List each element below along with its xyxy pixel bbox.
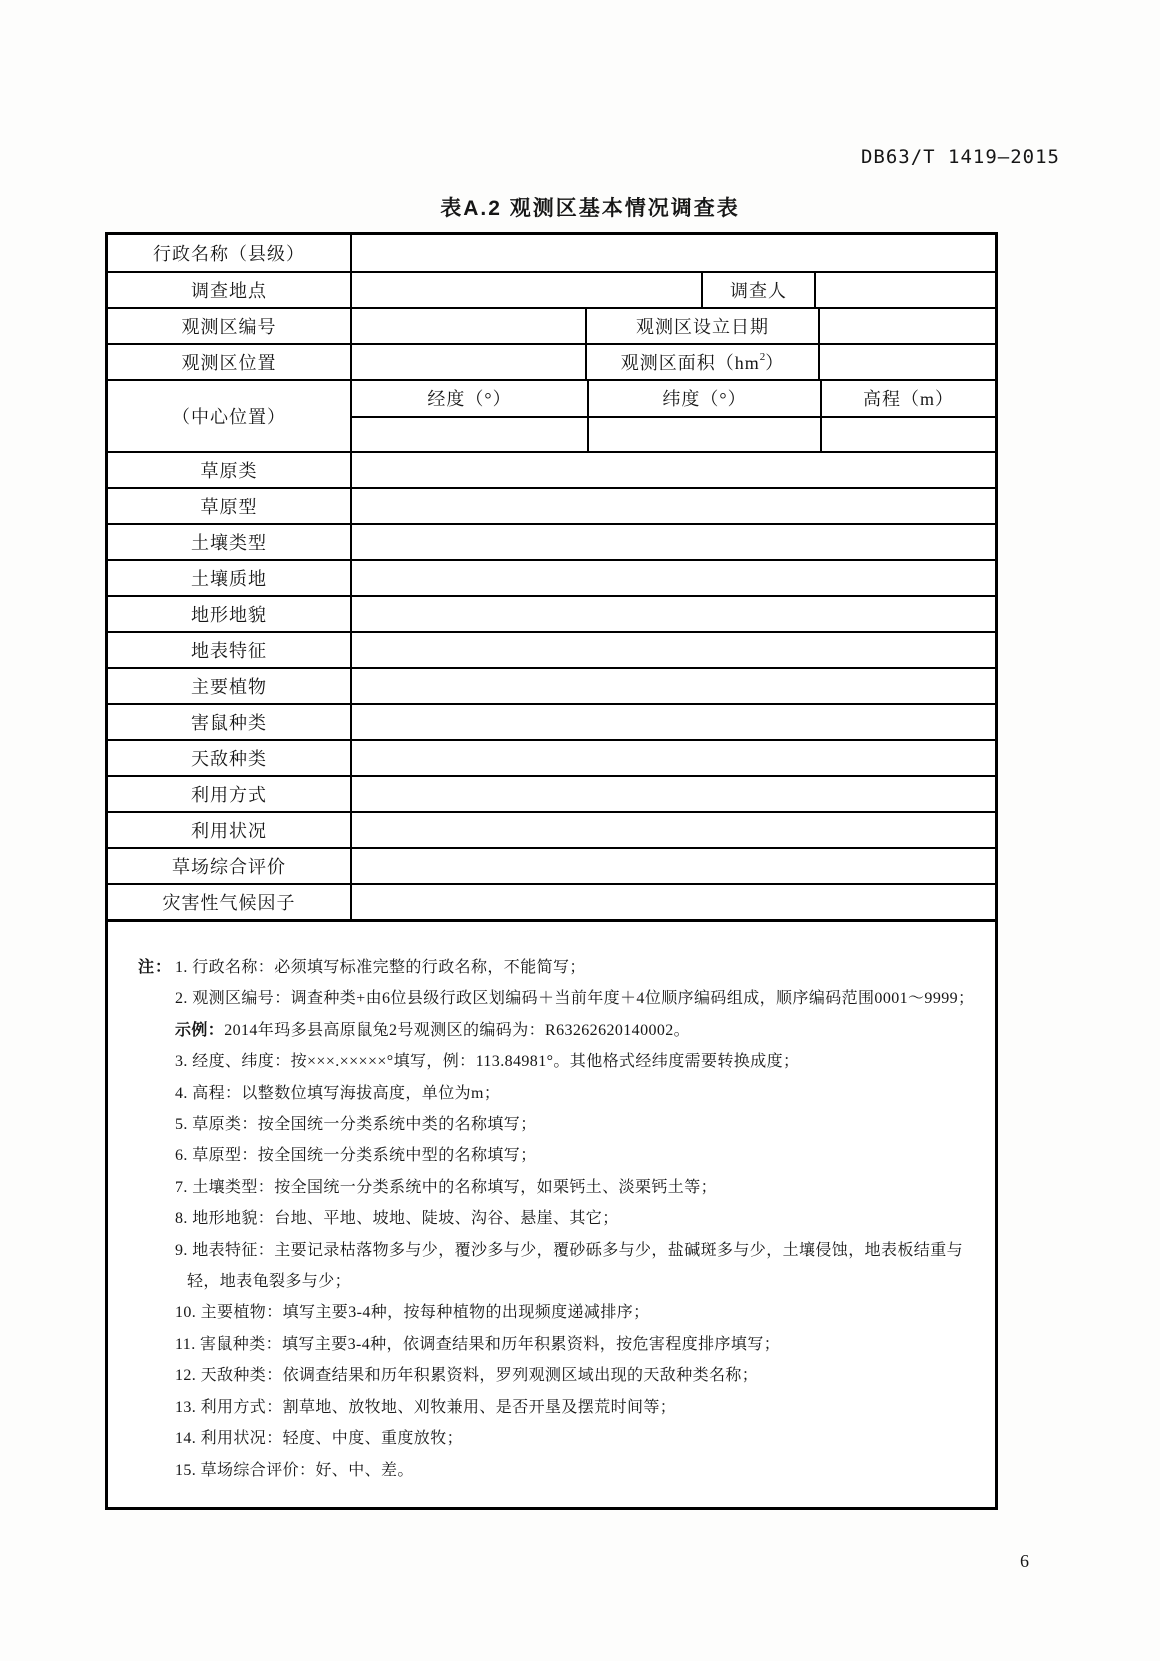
note-item-5: 5. 草原类：按全国统一分类系统中类的名称填写；: [175, 1116, 537, 1134]
plot-code-label: 观测区编号: [181, 317, 277, 337]
admin-name-value-cell: [350, 235, 995, 271]
row-admin-name: [108, 235, 995, 271]
elevation-value-cell: [820, 418, 995, 451]
setup-date-label: 观测区设立日期: [585, 309, 818, 343]
main-plants-label: 主要植物: [191, 677, 267, 697]
row-main-plants: [108, 667, 995, 703]
main-plants-value-cell: [350, 669, 995, 703]
surveyor-value-cell: [814, 273, 995, 307]
disastrous-climate-factors-label: 灾害性气候因子: [162, 893, 296, 913]
note-item-11: 11. 害鼠种类：填写主要3-4种，依调查结果和历年积累资料，按危害程度排序填写；: [175, 1335, 781, 1353]
soil-type-value-cell: [350, 525, 995, 559]
longitude-label: 经度（°）: [427, 389, 512, 410]
survey-site-label: 调查地点: [191, 281, 267, 301]
utilization-mode-value-cell: [350, 777, 995, 811]
soil-texture-value-cell: [350, 561, 995, 595]
row-soil-type: [108, 523, 995, 559]
note-item-13: 13. 利用方式：割草地、放牧地、刈牧兼用、是否开垦及摆荒时间等；: [175, 1398, 677, 1416]
notes-label: 注：: [138, 959, 173, 976]
longitude-value-cell: [352, 418, 587, 451]
soil-type-label: 土壤类型: [191, 533, 267, 553]
coordinates-header-row: [352, 381, 995, 416]
grassland-type-value-cell: [350, 489, 995, 523]
utilization-status-label: 利用状况: [191, 821, 267, 841]
note-item-3: 3. 经度、纬度：按×××.×××××°填写，例：113.84981°。其他格式经纬度需要转换成度；: [175, 1053, 800, 1071]
center-position-label: （中心位置）: [172, 407, 286, 427]
grassland-class-label: 草原类: [200, 461, 258, 481]
row-plot-location: [108, 343, 995, 379]
row-grassland-type: [108, 487, 995, 523]
plot-area-value-cell: [818, 345, 995, 379]
plot-location-label: 观测区位置: [181, 353, 277, 373]
plot-area-label: [585, 345, 818, 379]
row-landform: [108, 595, 995, 631]
row-pest-rodent-species: [108, 703, 995, 739]
coordinates-value-row: [352, 416, 995, 451]
soil-texture-label: 土壤质地: [191, 569, 267, 589]
standard-code: DB63/T 1419—2015: [860, 146, 1060, 168]
natural-enemy-species-value-cell: [350, 741, 995, 775]
row-grassland-class: [108, 451, 995, 487]
elevation-label: 高程（m）: [820, 381, 995, 416]
plot-code-value-cell: [350, 309, 585, 343]
note-item-2: 2. 观测区编号：调查种类+由6位县级行政区划编码＋当前年度＋4位顺序编码组成，顺序编码范围0001～9999；: [175, 990, 975, 1008]
pest-rodent-species-label: 害鼠种类: [191, 713, 267, 733]
landform-value-cell: [350, 597, 995, 631]
note-example-label: 示例：: [175, 1021, 225, 1039]
row-surface-features: [108, 631, 995, 667]
note-item-12: 12. 天敌种类：依调查结果和历年积累资料，罗列观测区域出现的天敌种类名称；: [175, 1367, 759, 1385]
utilization-mode-label: 利用方式: [191, 785, 267, 805]
row-survey-site: [108, 271, 995, 307]
page-title: 表A.2 观测区基本情况调查表: [440, 197, 740, 220]
latitude-value-cell: [587, 418, 820, 451]
note-item-9: 9. 地表特征：主要记录枯落物多与少，覆沙多与少，覆砂砾多与少，盐碱斑多与少，土壤侵蚀，地表板结重与轻，地表龟裂多与少；: [175, 1241, 964, 1291]
natural-enemy-species-label: 天敌种类: [191, 749, 267, 769]
disastrous-climate-factors-value-cell: [350, 885, 995, 919]
row-center-position: [108, 379, 995, 451]
setup-date-value-cell: [818, 309, 995, 343]
overall-evaluation-label: 草场综合评价: [172, 857, 286, 877]
note-item-10: 10. 主要植物：填写主要3-4种，按每种植物的出现频度递减排序；: [175, 1304, 650, 1322]
latitude-label: 纬度（°）: [587, 381, 820, 416]
row-plot-code: [108, 307, 995, 343]
utilization-status-value-cell: [350, 813, 995, 847]
note-item-14: 14. 利用状况：轻度、中度、重度放牧；: [175, 1430, 464, 1448]
surface-features-value-cell: [350, 633, 995, 667]
page-number: 6: [1020, 1551, 1029, 1571]
note-item-15: 15. 草场综合评价：好、中、差。: [175, 1461, 414, 1479]
coordinates-subgrid: [350, 381, 995, 451]
note-item-7: 7. 土壤类型：按全国统一分类系统中的名称填写，如栗钙土、淡栗钙土等；: [175, 1178, 718, 1196]
surface-features-label: 地表特征: [191, 641, 267, 661]
overall-evaluation-value-cell: [350, 849, 995, 883]
grassland-class-value-cell: [350, 453, 995, 487]
note-item-2-example: [175, 1015, 987, 1046]
plot-area-label-suffix: ）: [765, 353, 785, 373]
survey-site-value-cell: [350, 273, 701, 307]
row-disastrous-climate-factors: [108, 883, 995, 919]
notes-section: [108, 919, 995, 1507]
note-example-text: 2014年玛多县高原鼠兔2号观测区的编码为：R63262620140002。: [224, 1021, 691, 1039]
plot-area-superscript: 2: [759, 350, 766, 363]
row-utilization-mode: [108, 775, 995, 811]
surveyor-label: 调查人: [701, 273, 814, 307]
row-overall-evaluation: [108, 847, 995, 883]
row-utilization-status: [108, 811, 995, 847]
note-item-1: 1. 行政名称：必须填写标准完整的行政名称，不能简写；: [175, 959, 586, 976]
landform-label: 地形地貌: [191, 605, 267, 625]
admin-name-label: 行政名称（县级）: [153, 244, 305, 264]
survey-form-table: [105, 232, 998, 1510]
note-item-6: 6. 草原型：按全国统一分类系统中型的名称填写；: [175, 1147, 537, 1165]
row-natural-enemy-species: [108, 739, 995, 775]
plot-area-label-prefix: 观测区面积（hm: [620, 353, 760, 373]
plot-location-value-cell: [350, 345, 585, 379]
note-item-4: 4. 高程：以整数位填写海拔高度，单位为m；: [175, 1084, 501, 1102]
row-soil-texture: [108, 559, 995, 595]
grassland-type-label: 草原型: [200, 497, 258, 517]
pest-rodent-species-value-cell: [350, 705, 995, 739]
note-item-8: 8. 地形地貌：台地、平地、坡地、陡坡、沟谷、悬崖、其它；: [175, 1210, 619, 1228]
